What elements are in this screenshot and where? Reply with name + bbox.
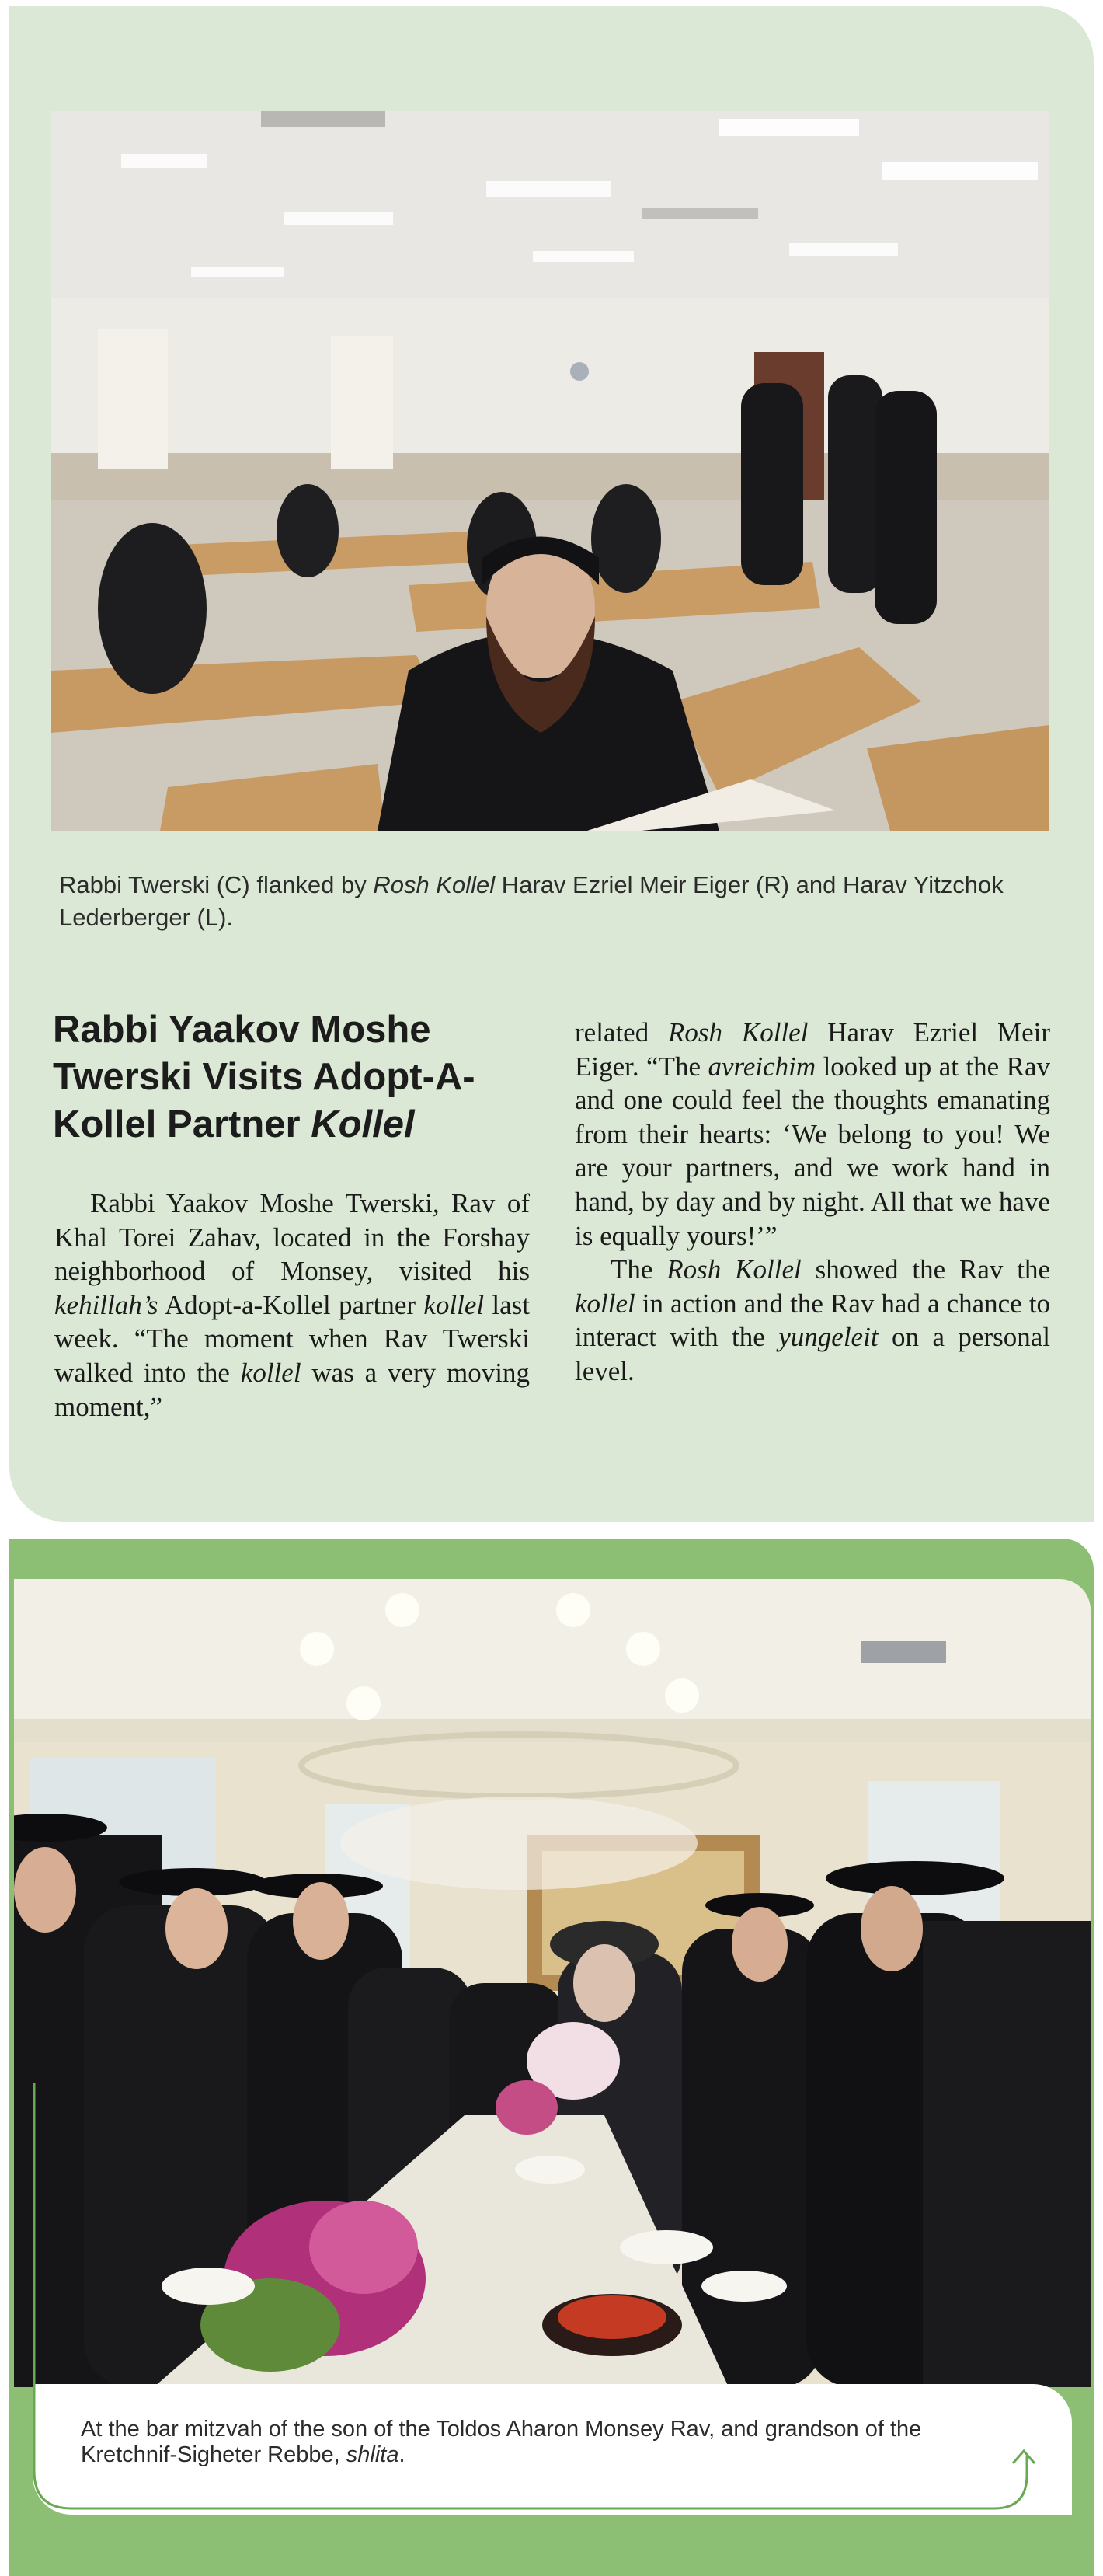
bar-mitzvah-caption: At the bar mitzvah of the son of the Toldos Aharon Monsey Rav, and grandson of the Kretchnif-Sigheter Rebbe, shlita. <box>81 2417 922 2467</box>
kollel-photo-caption: Rabbi Twerski (C) flanked by Rosh Kollel Harav Ezriel Meir Eiger (R) and Harav Yitzchok Lederberger (L). <box>59 871 1004 931</box>
article-headline: Rabbi Yaakov Moshe Twerski Visits Adopt-A-Kollel Partner Kollel <box>53 1009 475 1145</box>
arrow-up-icon <box>1010 2448 1038 2476</box>
paragraph-2: The Rosh Kollel showed the Rav the kollel in action and the Rav had a chance to interact with the yungeleit on a personal level. <box>575 1254 1050 1386</box>
paragraph-1: Rabbi Yaakov Moshe Twerski, Rav of Khal Torei Zahav, located in the Forshay neighborhood of Monsey, visited his kehillah’s Adopt-a-Kollel partner kollel last week. “The moment when Rav Twerski walked into the kollel was a very moving moment,” <box>54 1188 530 1422</box>
kollel-visit-photo <box>51 111 1049 831</box>
paragraph-1-continued: related Rosh Kollel Harav Ezriel Meir Eiger. “The avreichim looked up at the Rav and one could feel the thoughts emanating from their hearts: ‘We belong to you! We are your partners, and we work hand in hand, by day and by night. All that we have is equally yours!’” <box>575 1017 1051 1251</box>
article-column-right <box>575 1016 1050 1389</box>
article-column-left <box>54 1187 530 1424</box>
bar-mitzvah-photo <box>14 1579 1091 2387</box>
